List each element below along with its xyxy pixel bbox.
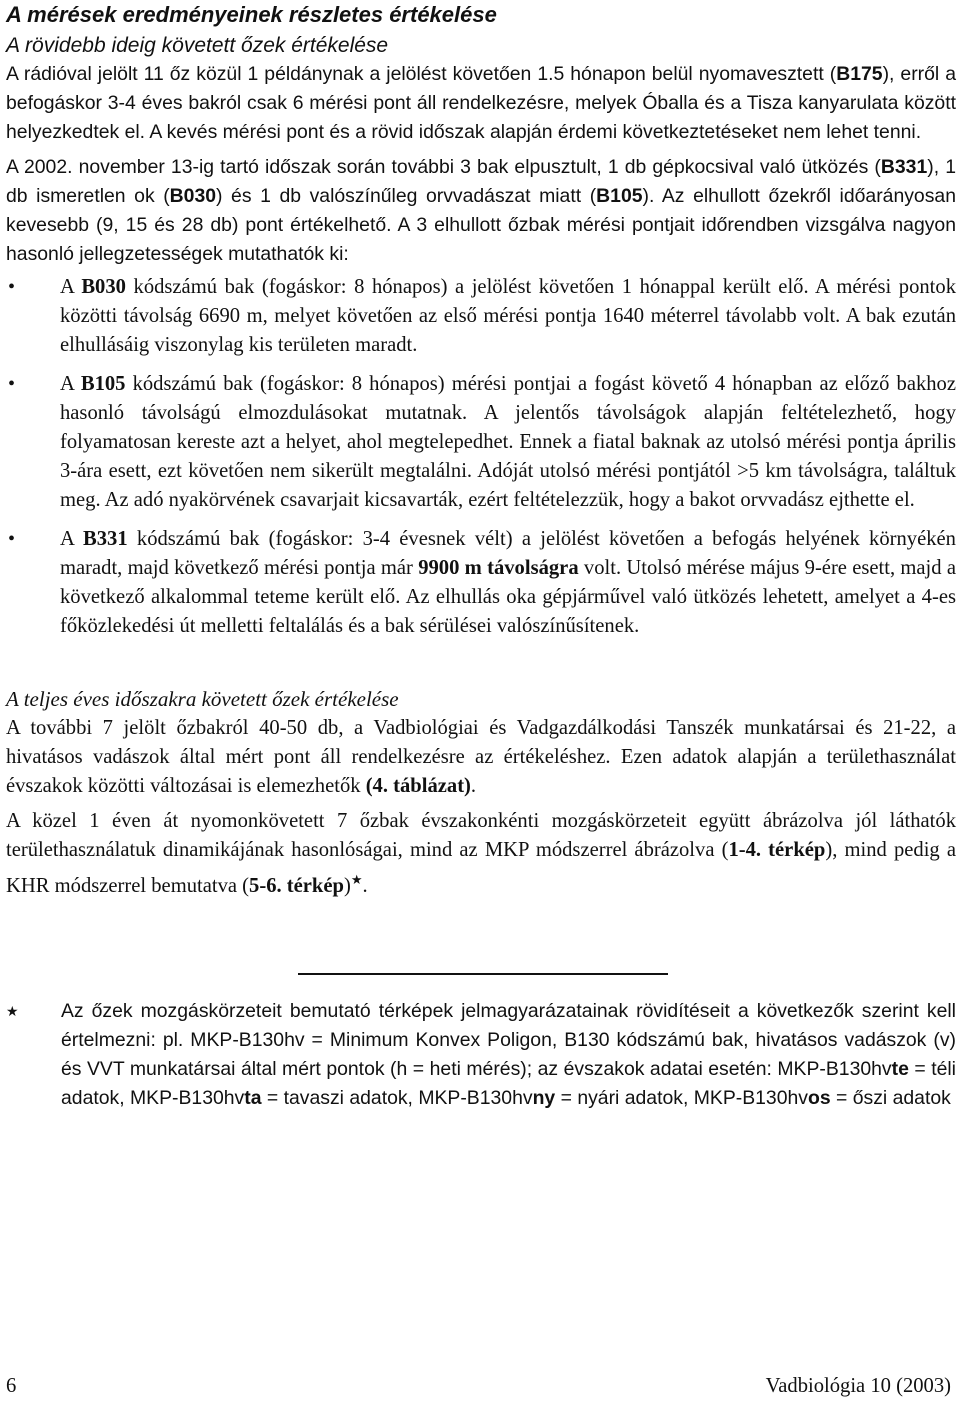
footnote-text	[61, 997, 956, 1113]
text-run: A	[60, 528, 83, 550]
bold-code-b105: B105	[80, 373, 126, 395]
bullet-list	[6, 273, 956, 641]
journal-citation: Vadbiológia 10 (2003)	[765, 1375, 951, 1397]
text-run: ), erről a befogáskor 3-4 éves bakról csak 6 mérési pont áll rendelkezésre, melyek Óballa és a Tisza kanyarulata között helyezkedtek el. A kevés mérési pont és a rövid időszak alapján érdemi következtetéseket nem lehet tenni.	[6, 63, 956, 143]
text-run: .	[470, 775, 477, 797]
text-run: kódszámú bak (fogáskor: 8 hónapos) mérési pontjai a fogást követő 4 hónapban az előző bakhoz hasonló távolságú elmozdulásokat mutatnak. A jelentős távolságok alapján feltételezhető, hogy folyamatosan kereste azt a helyet, ahol megtelepedhet. Ennek a fiatal baknak az utolsó mérési pontja április 3-ára esett, ezt követően nem sikerült megtalálni. Adóját utolsó mérési pontjától >5 km távolságra, találtuk meg. Az adó nyakörvének csavarjait kicsavarták, ezért feltételezzük, hogy a bakot orvvadász ejthette el.	[60, 373, 956, 511]
bold-code-b331: B331	[880, 156, 928, 178]
sub-heading: A rövidebb ideig követett őzek értékelése	[6, 34, 389, 57]
section-heading-full-year: A teljes éves időszakra követett őzek értékelése	[6, 687, 399, 711]
paragraph-deaths	[6, 153, 956, 269]
bullet-dot: •	[8, 528, 16, 550]
footnote-divider	[298, 973, 668, 975]
main-heading: A mérések eredményeinek részletes értékelése	[6, 2, 497, 27]
document-page	[6, 0, 956, 1113]
footnote	[6, 997, 956, 1113]
bold-code-b331: B331	[83, 528, 128, 550]
bold-distance: 9900 m távolságra	[418, 557, 579, 579]
text-run: Az őzek mozgáskörzeteit bemutató térképek jelmagyarázatainak rövidítéseit a következők szerint kell értelmezni: pl. MKP-B130hv = Minimum Konvex Poligon, B130 kódszámú bak, hivatásos vadászok (v) és VVT munkatársai által mért pontok (h = heti mérés); az évszakok adatai esetén: MKP-B130hv	[61, 999, 956, 1080]
bullet-dot: •	[8, 276, 16, 298]
text-run: )	[343, 874, 351, 897]
footnote-star-ref: ★	[350, 872, 363, 887]
text-run: A további 7 jelölt őzbakról 40-50 db, a Vadbiológiai és Vadgazdálkodási Tanszék munkatársai és 21-22, a hivatásos vadászok által mért pont áll rendelkezésre az értékeléshez. Ezen adatok alapján a területhasználat évszakok közötti változásai is elemezhetők	[6, 717, 956, 797]
text-run: ) és 1 db valószínűleg orvvadászat miatt (	[216, 185, 597, 207]
text-run: A közel 1 éven át nyomonkövetett 7 őzbak évszakonkénti mozgáskörzeteit együtt ábrázolva jól láthatók területhasználatuk dinamikájának hasonlóságai, mind az MKP módszerrel ábrázolva (	[6, 810, 956, 861]
text-run: = nyári adatok, MKP-B130hv	[555, 1086, 808, 1109]
text-run: kódszámú bak (fogáskor: 8 hónapos) a jelölést követően 1 hónappal került elő. A mérési pontok közötti távolság 6690 m, melyet követően az első mérési pontja 1640 méterrel távolabb volt. A bak ezután elhullásáig viszonylag kis területen maradt.	[60, 276, 957, 356]
bold-abbrev: ta	[244, 1086, 262, 1109]
text-run: = őszi adatok	[830, 1086, 951, 1109]
text-run: = téli adatok, MKP-B130hv	[61, 1057, 956, 1109]
text-run: ). Az elhullott őzekről időarányosan kevesebb (9, 15 és 28 db) pont értékelhető. A 3 elhullott őzbak mérési pontjait időrendben vizsgálva nagyon hasonló jellegzetességek mutathatók ki:	[6, 185, 956, 265]
bold-table-ref: (4. táblázat)	[365, 775, 471, 797]
text-run: ), 1 db ismeretlen ok (	[6, 156, 956, 207]
text-run: .	[362, 874, 368, 897]
text-run: A rádióval jelölt 11 őz közül 1 példánynak a jelölést követően 1.5 hónapon belül nyomavesztett (	[6, 63, 837, 85]
bullet-text	[60, 525, 956, 641]
bullet-dot: •	[8, 373, 16, 395]
text-run: A	[60, 373, 81, 395]
bold-code-b175: B175	[836, 63, 883, 85]
bold-map-ref: 1-4. térkép	[728, 839, 826, 861]
bullet-item-b105	[6, 370, 956, 515]
bold-map-ref: 5-6. térkép	[249, 874, 344, 897]
page-footer	[6, 1372, 951, 1400]
paragraph-b175	[6, 60, 956, 147]
bold-code-b030: B030	[169, 185, 217, 207]
bold-abbrev: te	[891, 1057, 909, 1080]
bullet-text	[60, 370, 956, 515]
bold-abbrev: os	[807, 1086, 831, 1109]
footnote-star-icon: ★	[6, 1002, 19, 1019]
text-run: kódszámú bak (fogáskor: 3-4 évesnek vélt) a jelölést követően a befogás helyének környékén maradt, majd következő mérési pontja már	[60, 528, 956, 579]
text-run: A 2002. november 13-ig tartó időszak során további 3 bak elpusztult, 1 db gépkocsival való ütközés (	[6, 156, 881, 178]
bullet-item-b030	[6, 273, 956, 360]
paragraph-full-year-data	[6, 714, 956, 801]
page-number: 6	[6, 1375, 17, 1397]
bold-abbrev: ny	[532, 1086, 556, 1109]
text-run: ), mind pedig a KHR módszerrel bemutatva (	[6, 839, 956, 897]
bold-code-b105: B105	[596, 185, 643, 207]
text-run: = tavaszi adatok, MKP-B130hv	[261, 1086, 533, 1109]
bold-code-b030: B030	[81, 276, 126, 298]
paragraph-maps	[6, 807, 956, 901]
text-run: volt. Utolsó mérése május 9-ére esett, majd a következő alkalommal teteme került elő. Az elhullás oka gépjárművel való ütközés lehetett, amelyet a 4-es főközlekedési út melletti feltalálás és a bak sérülései valószínűsítenek.	[60, 557, 956, 637]
bullet-text	[60, 273, 956, 360]
text-run: A	[60, 276, 82, 298]
bullet-item-b331	[6, 525, 956, 641]
